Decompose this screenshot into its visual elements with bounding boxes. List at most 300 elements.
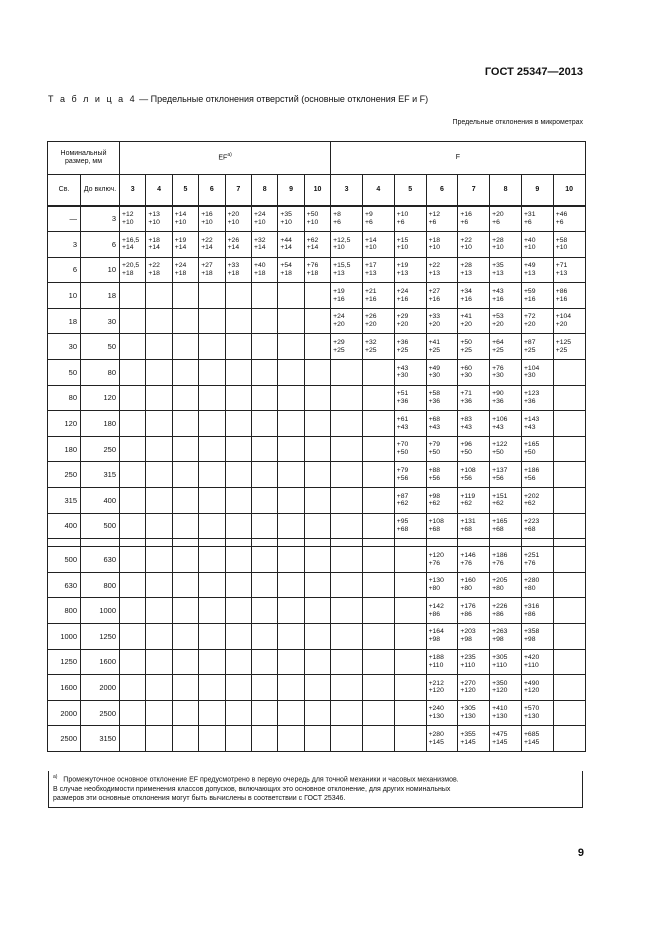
- deviation-cell: [553, 411, 585, 437]
- deviation-cell: [120, 308, 146, 334]
- f-grade-header: 5: [394, 175, 426, 206]
- deviation-cell: [278, 675, 304, 701]
- deviation-cell: [490, 283, 522, 309]
- table-row: [48, 513, 586, 539]
- deviation-cell: [278, 232, 304, 258]
- deviation-cell: [172, 488, 198, 514]
- upper-deviation: +355: [460, 730, 476, 738]
- deviation-cell: [199, 462, 225, 488]
- deviation-cell: [120, 513, 146, 539]
- deviation-cell: [394, 334, 426, 360]
- deviation-cell: [521, 283, 553, 309]
- deviation-cell: [304, 436, 330, 462]
- upper-deviation: +26: [364, 313, 377, 321]
- deviation-cell: [120, 624, 146, 650]
- deviation-cell: [362, 206, 394, 232]
- size-to-cell: 630: [81, 547, 120, 573]
- deviation-cell: [426, 572, 458, 598]
- table-row: [48, 206, 586, 232]
- deviation-cell: [199, 308, 225, 334]
- deviation-cell: [199, 385, 225, 411]
- deviation-cell: [304, 547, 330, 573]
- lower-deviation: +86: [492, 610, 504, 618]
- gap-cell: [553, 539, 585, 547]
- upper-deviation: +59: [523, 287, 536, 295]
- deviation-cell: [304, 411, 330, 437]
- upper-deviation: +79: [428, 441, 441, 449]
- lower-deviation: +18: [122, 269, 134, 277]
- upper-deviation: +20: [492, 210, 504, 218]
- deviation-cell: [199, 488, 225, 514]
- upper-deviation: +12: [122, 210, 134, 218]
- size-from-cell: —: [48, 206, 81, 232]
- deviation-cell: [394, 360, 426, 386]
- lower-deviation: +13: [492, 269, 504, 277]
- lower-deviation: +50: [396, 449, 409, 457]
- deviation-cell: [146, 232, 172, 258]
- deviation-cell: [490, 232, 522, 258]
- upper-deviation: +685: [523, 730, 540, 738]
- deviation-cell: [458, 700, 490, 726]
- lower-deviation: +36: [396, 397, 409, 405]
- upper-deviation: +35: [492, 262, 504, 270]
- upper-deviation: +50: [306, 210, 319, 218]
- deviation-cell: [394, 283, 426, 309]
- gap-cell: [331, 539, 363, 547]
- upper-deviation: +142: [428, 602, 444, 610]
- size-from-cell: 250: [48, 462, 81, 488]
- deviation-cell: [458, 462, 490, 488]
- ef-label: EF: [218, 154, 228, 162]
- lower-deviation: +14: [148, 244, 160, 252]
- size-to-cell: 1600: [81, 649, 120, 675]
- deviation-cell: [458, 513, 490, 539]
- upper-deviation: +36: [396, 338, 409, 346]
- deviation-cell: [146, 547, 172, 573]
- upper-deviation: +96: [460, 441, 472, 449]
- lower-deviation: +145: [492, 738, 508, 746]
- lower-deviation: +16: [523, 295, 536, 303]
- upper-deviation: +35: [280, 210, 292, 218]
- deviation-cell: [490, 513, 522, 539]
- deviation-cell: [304, 726, 330, 752]
- lower-deviation: +80: [428, 585, 441, 593]
- deviation-cell: [199, 257, 225, 283]
- deviation-cell: [199, 232, 225, 258]
- lower-deviation: +56: [523, 474, 536, 482]
- gap-cell: [304, 539, 330, 547]
- size-to-cell: 3150: [81, 726, 120, 752]
- deviation-cell: [394, 547, 426, 573]
- size-from-cell: 6: [48, 257, 81, 283]
- lower-deviation: +13: [396, 269, 409, 277]
- lower-deviation: +10: [555, 244, 568, 252]
- deviation-cell: [278, 283, 304, 309]
- lower-deviation: +13: [428, 269, 441, 277]
- deviation-cell: [146, 308, 172, 334]
- lower-deviation: +98: [428, 636, 441, 644]
- deviation-cell: [172, 257, 198, 283]
- upper-deviation: +40: [523, 236, 536, 244]
- deviation-cell: [426, 513, 458, 539]
- lower-deviation: +130: [428, 713, 444, 721]
- deviation-cell: [458, 283, 490, 309]
- deviation-cell: [225, 206, 251, 232]
- upper-deviation: +60: [460, 364, 472, 372]
- lower-deviation: +10: [523, 244, 536, 252]
- lower-deviation: +62: [492, 500, 504, 508]
- nominal-size-header: Номинальный размер, мм: [48, 142, 120, 175]
- lower-deviation: +18: [148, 269, 160, 277]
- table-row: [48, 700, 586, 726]
- table-row: [48, 232, 586, 258]
- deviation-cell: [458, 624, 490, 650]
- upper-deviation: +83: [460, 415, 472, 423]
- deviation-cell: [251, 411, 277, 437]
- upper-deviation: +202: [523, 492, 540, 500]
- footnote-line-1: [53, 774, 578, 785]
- deviation-cell: [251, 232, 277, 258]
- deviation-cell: [199, 513, 225, 539]
- lower-deviation: +76: [492, 559, 504, 567]
- lower-deviation: +145: [523, 738, 540, 746]
- table-row: [48, 598, 586, 624]
- upper-deviation: +71: [460, 390, 472, 398]
- table-row: [48, 360, 586, 386]
- table-row: [48, 334, 586, 360]
- deviation-cell: [553, 513, 585, 539]
- upper-deviation: +263: [492, 628, 508, 636]
- lower-deviation: +68: [523, 525, 536, 533]
- deviation-cell: [199, 598, 225, 624]
- deviations-table: [47, 141, 586, 752]
- deviation-cell: [521, 411, 553, 437]
- lower-deviation: +13: [523, 269, 536, 277]
- deviation-cell: [362, 257, 394, 283]
- upper-deviation: +19: [174, 236, 187, 244]
- upper-deviation: +125: [555, 338, 572, 346]
- deviation-cell: [225, 334, 251, 360]
- lower-deviation: +13: [364, 269, 377, 277]
- upper-deviation: +130: [428, 577, 444, 585]
- deviation-cell: [553, 675, 585, 701]
- deviation-cell: [553, 488, 585, 514]
- size-from-cell: 3: [48, 232, 81, 258]
- deviation-cell: [331, 700, 363, 726]
- upper-deviation: +32: [364, 338, 377, 346]
- lower-deviation: +43: [492, 423, 504, 431]
- size-from-cell: 800: [48, 598, 81, 624]
- lower-deviation: +6: [396, 218, 405, 226]
- deviation-cell: [251, 598, 277, 624]
- lower-deviation: +16: [555, 295, 568, 303]
- upper-deviation: +164: [428, 628, 444, 636]
- upper-deviation: +24: [253, 210, 266, 218]
- deviation-cell: [278, 360, 304, 386]
- deviation-cell: [120, 385, 146, 411]
- deviation-cell: [362, 675, 394, 701]
- deviation-cell: [458, 572, 490, 598]
- upper-deviation: +22: [460, 236, 472, 244]
- deviation-cell: [521, 206, 553, 232]
- deviation-cell: [521, 334, 553, 360]
- upper-deviation: +58: [555, 236, 568, 244]
- upper-deviation: +21: [364, 287, 377, 295]
- table-row: [48, 675, 586, 701]
- lower-deviation: +6: [333, 218, 341, 226]
- ef-grade-header: 6: [199, 175, 225, 206]
- upper-deviation: +87: [396, 492, 409, 500]
- deviation-cell: [146, 649, 172, 675]
- deviation-cell: [331, 257, 363, 283]
- upper-deviation: +205: [492, 577, 508, 585]
- upper-deviation: +27: [201, 262, 213, 270]
- upper-deviation: +34: [460, 287, 472, 295]
- lower-deviation: +30: [396, 372, 409, 380]
- deviation-cell: [199, 649, 225, 675]
- gap-cell: [199, 539, 225, 547]
- deviation-cell: [251, 360, 277, 386]
- deviation-cell: [426, 649, 458, 675]
- lower-deviation: +10: [460, 244, 472, 252]
- lower-deviation: +50: [523, 449, 536, 457]
- deviation-cell: [172, 283, 198, 309]
- deviation-cell: [225, 411, 251, 437]
- deviation-cell: [146, 726, 172, 752]
- lower-deviation: +43: [523, 423, 536, 431]
- size-to-cell: 6: [81, 232, 120, 258]
- lower-deviation: +110: [523, 661, 539, 669]
- lower-deviation: +16: [396, 295, 409, 303]
- upper-deviation: +270: [460, 679, 476, 687]
- deviation-cell: [225, 232, 251, 258]
- size-to-cell: 80: [81, 360, 120, 386]
- deviation-cell: [426, 598, 458, 624]
- lower-deviation: +10: [333, 244, 345, 252]
- size-to-cell: 30: [81, 308, 120, 334]
- deviation-cell: [225, 436, 251, 462]
- upper-deviation: +280: [523, 577, 540, 585]
- ef-grade-header: 5: [172, 175, 198, 206]
- deviation-cell: [278, 547, 304, 573]
- deviation-cell: [331, 624, 363, 650]
- upper-deviation: +350: [492, 679, 508, 687]
- deviation-cell: [146, 675, 172, 701]
- deviation-cell: [426, 257, 458, 283]
- deviation-cell: [251, 675, 277, 701]
- upper-deviation: +87: [523, 338, 536, 346]
- deviation-cell: [146, 436, 172, 462]
- deviation-cell: [331, 547, 363, 573]
- deviation-cell: [490, 598, 522, 624]
- deviation-cell: [362, 283, 394, 309]
- upper-deviation: +22: [148, 262, 160, 270]
- deviation-cell: [146, 700, 172, 726]
- deviation-cell: [426, 308, 458, 334]
- upper-deviation: +106: [492, 415, 508, 423]
- lower-deviation: +20: [333, 321, 345, 329]
- upper-deviation: +14: [174, 210, 187, 218]
- deviation-cell: [394, 206, 426, 232]
- upper-deviation: +122: [492, 441, 508, 449]
- deviation-cell: [553, 360, 585, 386]
- lower-deviation: +18: [306, 269, 319, 277]
- footnote-line-3: размеров эти основные отклонения могут быть вычислены в соответствии с ГОСТ 25346.: [53, 795, 346, 803]
- upper-deviation: +410: [492, 705, 508, 713]
- upper-deviation: +62: [306, 236, 319, 244]
- deviation-cell: [362, 624, 394, 650]
- deviation-cell: [278, 462, 304, 488]
- deviation-cell: [490, 547, 522, 573]
- deviation-cell: [490, 206, 522, 232]
- deviation-cell: [278, 700, 304, 726]
- lower-deviation: +56: [428, 474, 441, 482]
- upper-deviation: +86: [555, 287, 568, 295]
- deviation-cell: [490, 462, 522, 488]
- upper-deviation: +316: [523, 602, 540, 610]
- table-body: [48, 206, 586, 752]
- upper-deviation: +358: [523, 628, 540, 636]
- deviation-cell: [331, 436, 363, 462]
- upper-deviation: +123: [523, 390, 540, 398]
- deviation-cell: [394, 308, 426, 334]
- deviation-cell: [553, 385, 585, 411]
- upper-deviation: +104: [555, 313, 572, 321]
- upper-deviation: +226: [492, 602, 508, 610]
- deviation-cell: [304, 462, 330, 488]
- deviation-cell: [426, 675, 458, 701]
- lower-deviation: +14: [227, 244, 240, 252]
- lower-deviation: +50: [428, 449, 441, 457]
- deviation-cell: [278, 334, 304, 360]
- upper-deviation: +68: [428, 415, 441, 423]
- deviation-cell: [199, 283, 225, 309]
- deviation-cell: [146, 206, 172, 232]
- deviation-cell: [225, 649, 251, 675]
- ef-grade-header: 9: [278, 175, 304, 206]
- size-to-cell: 10: [81, 257, 120, 283]
- size-to-cell: 1000: [81, 598, 120, 624]
- upper-deviation: +475: [492, 730, 508, 738]
- deviation-cell: [146, 513, 172, 539]
- deviation-cell: [172, 232, 198, 258]
- lower-deviation: +62: [523, 500, 536, 508]
- lower-deviation: +110: [460, 661, 476, 669]
- deviation-cell: [251, 726, 277, 752]
- size-from-cell: 30: [48, 334, 81, 360]
- deviation-cell: [458, 232, 490, 258]
- deviation-cell: [490, 488, 522, 514]
- lower-deviation: +98: [523, 636, 536, 644]
- upper-deviation: +51: [396, 390, 409, 398]
- deviation-cell: [172, 462, 198, 488]
- upper-deviation: +43: [396, 364, 409, 372]
- upper-deviation: +16: [460, 210, 472, 218]
- deviation-cell: [521, 308, 553, 334]
- deviation-cell: [394, 385, 426, 411]
- deviation-cell: [362, 513, 394, 539]
- footnote-text-1: Промежуточное основное отклонение EF предусмотрено в первую очередь для точной механики и часовых механизмов.: [63, 776, 459, 784]
- deviation-cell: [331, 675, 363, 701]
- size-to-cell: 400: [81, 488, 120, 514]
- upper-deviation: +165: [492, 518, 508, 526]
- deviation-cell: [146, 360, 172, 386]
- lower-deviation: +68: [428, 525, 441, 533]
- upper-deviation: +186: [492, 551, 508, 559]
- lower-deviation: +10: [201, 218, 213, 226]
- deviation-cell: [120, 547, 146, 573]
- lower-deviation: +25: [492, 346, 504, 354]
- lower-deviation: +76: [523, 559, 536, 567]
- ef-grade-header: 3: [120, 175, 146, 206]
- deviation-cell: [304, 624, 330, 650]
- deviation-cell: [278, 385, 304, 411]
- deviation-cell: [362, 334, 394, 360]
- deviation-cell: [199, 360, 225, 386]
- deviation-cell: [120, 257, 146, 283]
- deviation-cell: [278, 257, 304, 283]
- deviation-cell: [426, 385, 458, 411]
- deviation-cell: [304, 206, 330, 232]
- size-from-cell: 18: [48, 308, 81, 334]
- size-to-cell: 180: [81, 411, 120, 437]
- ef-grade-header: 4: [146, 175, 172, 206]
- lower-deviation: +25: [428, 346, 441, 354]
- upper-deviation: +22: [201, 236, 213, 244]
- lower-deviation: +98: [460, 636, 472, 644]
- size-to-cell: 50: [81, 334, 120, 360]
- deviation-cell: [521, 257, 553, 283]
- lower-deviation: +6: [428, 218, 437, 226]
- gap-cell: [251, 539, 277, 547]
- f-grade-header: 4: [362, 175, 394, 206]
- upper-deviation: +76: [306, 262, 319, 270]
- lower-deviation: +76: [428, 559, 441, 567]
- deviation-cell: [553, 436, 585, 462]
- deviation-cell: [521, 462, 553, 488]
- ef-group-header: [120, 142, 331, 175]
- deviation-cell: [553, 206, 585, 232]
- upper-deviation: +212: [428, 679, 444, 687]
- gap-cell: [225, 539, 251, 547]
- upper-deviation: +14: [364, 236, 377, 244]
- standard-designation: ГОСТ 25347—2013: [484, 66, 583, 78]
- lower-deviation: +120: [460, 687, 476, 695]
- f-grade-header: 10: [553, 175, 585, 206]
- lower-deviation: +18: [227, 269, 240, 277]
- lower-deviation: +120: [492, 687, 508, 695]
- upper-deviation: +120: [428, 551, 444, 559]
- deviation-cell: [458, 257, 490, 283]
- deviation-cell: [199, 547, 225, 573]
- upper-deviation: +79: [396, 466, 409, 474]
- gap-cell: [120, 539, 146, 547]
- ef-grade-header: 7: [225, 175, 251, 206]
- upper-deviation: +71: [555, 262, 568, 270]
- deviation-cell: [490, 360, 522, 386]
- deviation-cell: [172, 385, 198, 411]
- upper-deviation: +223: [523, 518, 540, 526]
- deviation-cell: [120, 488, 146, 514]
- lower-deviation: +86: [460, 610, 472, 618]
- lower-deviation: +130: [460, 713, 476, 721]
- lower-deviation: +13: [333, 269, 345, 277]
- size-to-cell: 1250: [81, 624, 120, 650]
- lower-deviation: +10: [280, 218, 292, 226]
- deviation-cell: [251, 308, 277, 334]
- deviation-cell: [172, 624, 198, 650]
- lower-deviation: +62: [428, 500, 441, 508]
